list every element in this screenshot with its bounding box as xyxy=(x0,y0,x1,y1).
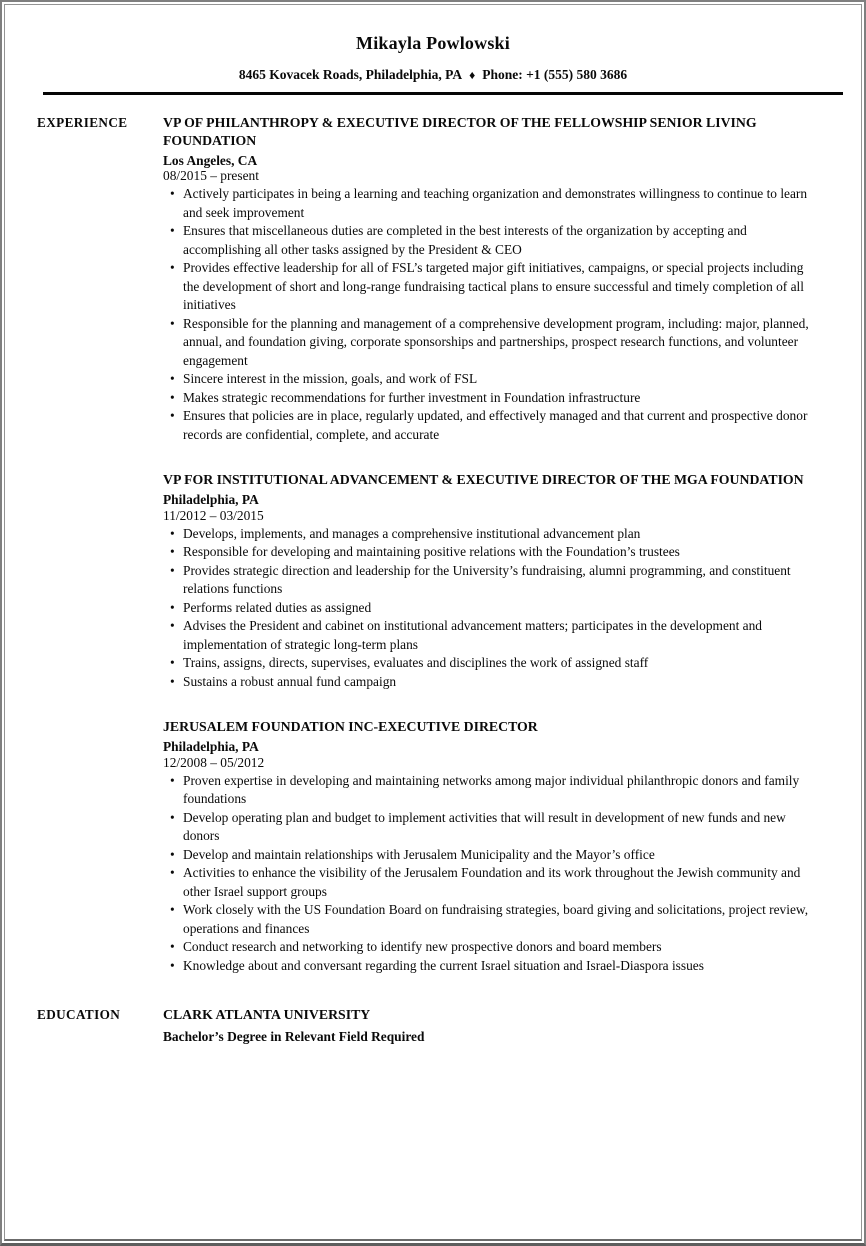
experience-body xyxy=(163,114,813,975)
resume-document xyxy=(4,4,862,1241)
job-location: Los Angeles, CA xyxy=(163,152,258,168)
education-section-label: EDUCATION xyxy=(37,1007,121,1023)
job-dates: 12/2008 – 05/2012 xyxy=(163,754,265,770)
bullet-item: • Actively participates in being a learning and teaching organization and demonstrates willingness to continue to learn and seek improvement xyxy=(163,185,813,222)
bullet-item: • Sustains a robust annual fund campaign xyxy=(163,673,813,692)
bullet-item: • Develops, implements, and manages a comprehensive institutional advancement plan xyxy=(163,525,813,544)
bullet-item: • Makes strategic recommendations for further investment in Foundation infrastructure xyxy=(163,389,813,408)
job-location: Philadelphia, PA xyxy=(163,739,259,755)
resume-header xyxy=(5,5,861,95)
diamond-separator-icon: ♦ xyxy=(469,68,476,82)
contact-address: 8465 Kovacek Roads, Philadelphia, PA xyxy=(238,67,463,82)
education-section xyxy=(5,1006,861,1045)
header-divider xyxy=(43,92,843,95)
bullet-item: • Knowledge about and conversant regarding the current Israel situation and Israel-Diaspora issues xyxy=(163,957,813,976)
education-school: CLARK ATLANTA UNIVERSITY xyxy=(163,1007,371,1023)
bullet-item: • Work closely with the US Foundation Board on fundraising strategies, board giving and solicitations, project review, operations and finances xyxy=(163,901,813,938)
job-title: JERUSALEM FOUNDATION INC-EXECUTIVE DIRECTOR xyxy=(163,719,538,735)
bullet-item: • Trains, assigns, directs, supervises, evaluates and disciplines the work of assigned staff xyxy=(163,654,813,673)
job-title: VP OF PHILANTHROPY & EXECUTIVE DIRECTOR OF THE FELLOWSHIP SENIOR LIVING FOUNDATION xyxy=(163,115,757,148)
experience-section xyxy=(5,114,861,975)
bullet-item: • Activities to enhance the visibility of the Jerusalem Foundation and its work throughout the Jewish community and other Israel support groups xyxy=(163,864,813,901)
resume-name: Mikayla Powlowski xyxy=(356,33,510,53)
education-degree: Bachelor’s Degree in Relevant Field Required xyxy=(163,1029,425,1045)
bullet-item: • Responsible for the planning and management of a comprehensive development program, including: major, planned, annual, and foundation giving, corporate sponsorships and partnerships, prospect research functions, and volunteer engagement xyxy=(163,315,813,371)
bullet-item: • Conduct research and networking to identify new prospective donors and board members xyxy=(163,938,813,957)
bullet-item: • Develop and maintain relationships with Jerusalem Municipality and the Mayor’s office xyxy=(163,846,813,865)
bullet-item: • Proven expertise in developing and maintaining networks among major individual philanthropic donors and family foundations xyxy=(163,772,813,809)
job-entry xyxy=(163,718,813,975)
bullet-item: • Develop operating plan and budget to implement activities that will result in development of new funds and new donors xyxy=(163,809,813,846)
contact-phone: Phone: +1 (555) 580 3686 xyxy=(482,67,628,82)
job-location: Philadelphia, PA xyxy=(163,492,259,508)
bullet-item: • Sincere interest in the mission, goals, and work of FSL xyxy=(163,370,813,389)
job-entry xyxy=(163,114,813,444)
bullet-item: • Ensures that policies are in place, regularly updated, and effectively managed and that current and prospective donor records are confidential, complete, and accurate xyxy=(163,407,813,444)
contact-line xyxy=(5,67,861,83)
bullet-item: • Provides strategic direction and leadership for the University’s fundraising, alumni programming, and constituent relations functions xyxy=(163,562,813,599)
bullet-item: • Responsible for developing and maintaining positive relations with the Foundation’s trustees xyxy=(163,543,813,562)
bullet-item: • Advises the President and cabinet on institutional advancement matters; participates in the development and implementation of strategic long-term plans xyxy=(163,617,813,654)
job-dates: 08/2015 – present xyxy=(163,168,259,184)
job-bullets xyxy=(163,185,813,444)
job-dates: 11/2012 – 03/2015 xyxy=(163,507,264,523)
education-body xyxy=(163,1006,813,1045)
job-bullets xyxy=(163,525,813,692)
bullet-item: • Provides effective leadership for all of FSL’s targeted major gift initiatives, campaigns, or special projects including the development of short and long-range fundraising tactical plans to ensure successful and timely completion of all initiatives xyxy=(163,259,813,315)
bullet-item: • Ensures that miscellaneous duties are completed in the best interests of the organization by accepting and accomplishing all other tasks assigned by the President & CEO xyxy=(163,222,813,259)
job-entry xyxy=(163,471,813,691)
bullet-item: • Performs related duties as assigned xyxy=(163,599,813,618)
job-title: VP FOR INSTITUTIONAL ADVANCEMENT & EXECUTIVE DIRECTOR OF THE MGA FOUNDATION xyxy=(163,472,804,488)
job-bullets xyxy=(163,772,813,976)
experience-section-label: EXPERIENCE xyxy=(37,115,128,130)
